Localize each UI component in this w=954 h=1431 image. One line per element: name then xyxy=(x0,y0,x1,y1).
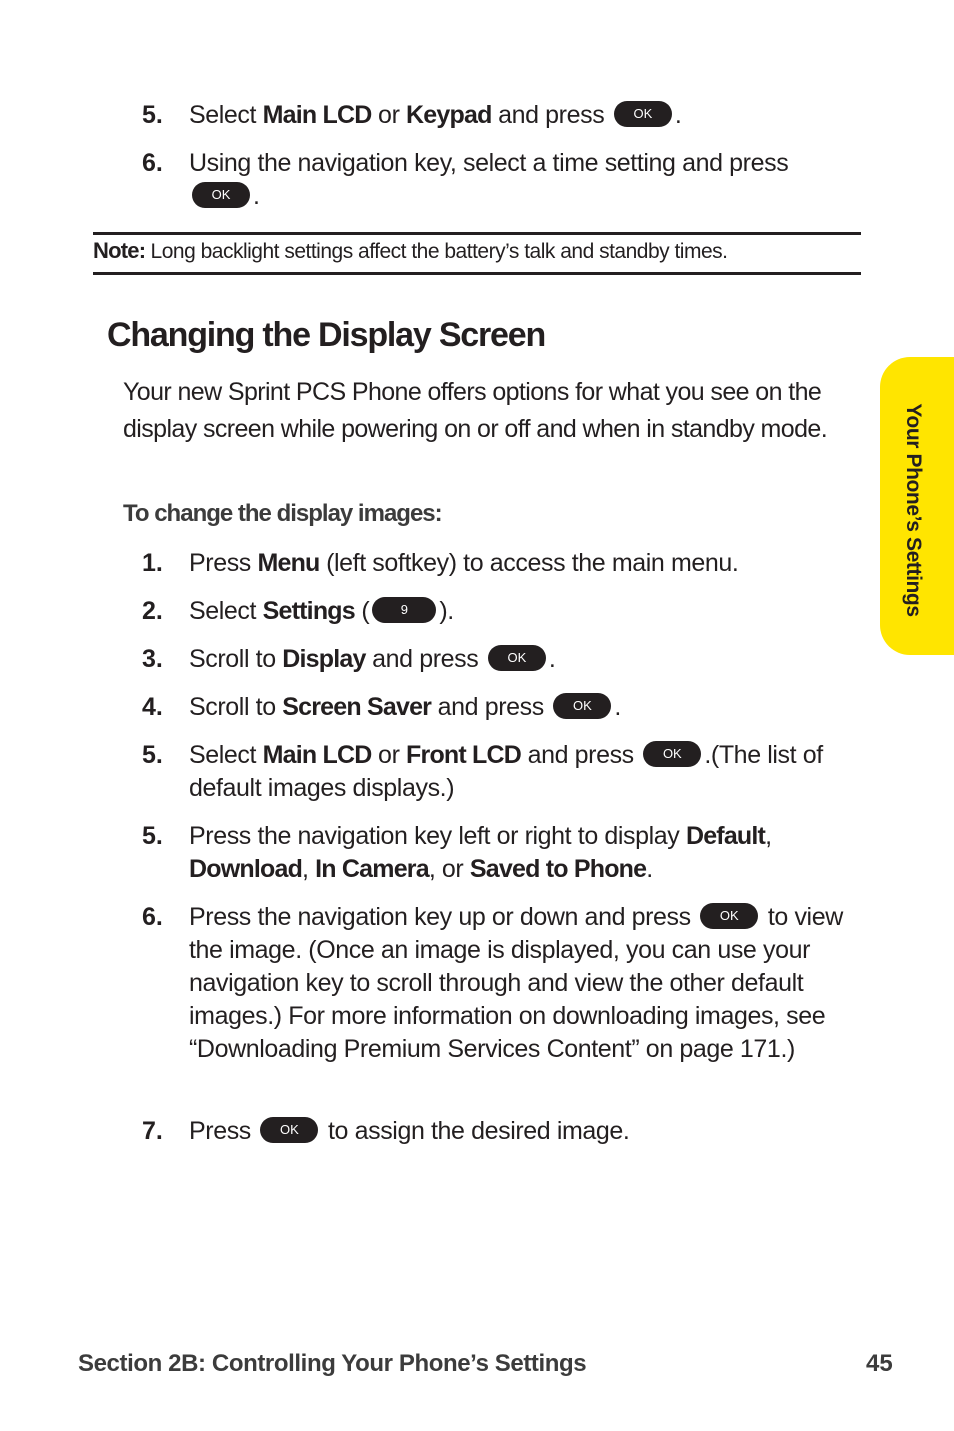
step-text: Select Main LCD or Front LCD and press OK .(The list of default images displays.) xyxy=(189,741,823,802)
note xyxy=(93,236,727,267)
step-number: 6. xyxy=(142,903,163,931)
procedure-subheading: To change the display images: xyxy=(123,500,442,527)
step-number: 5. xyxy=(142,822,163,850)
step-text: Press the navigation key up or down and press OK to view the image. (Once an image is displayed, you can use your navigation key to scroll through and view the other default images.) For more information on downloading images, see “Downloading Premium Services Content” on page 171.) xyxy=(189,903,843,1063)
side-tab-label: Your Phone’s Settings xyxy=(902,403,925,617)
step-text: Press the navigation key left or right to display Default, Download, In Camera, or Saved to Phone. xyxy=(189,822,772,883)
note-text: Long backlight settings affect the battery’s talk and standby times. xyxy=(145,240,728,263)
footer-section-title: Section 2B: Controlling Your Phone’s Settings xyxy=(78,1350,587,1377)
ok-key-icon: OK xyxy=(488,645,546,671)
ok-key-icon: OK xyxy=(700,903,758,929)
step-number: 6. xyxy=(142,149,163,177)
ok-key-icon: OK xyxy=(192,182,250,208)
step-number: 4. xyxy=(142,693,163,721)
page-number: 45 xyxy=(866,1350,893,1377)
step-text: Scroll to Screen Saver and press OK . xyxy=(189,693,621,721)
section-heading: Changing the Display Screen xyxy=(107,316,546,354)
step-text: Scroll to Display and press OK . xyxy=(189,645,556,673)
step-text: Using the navigation key, select a time setting and press OK . xyxy=(189,149,789,210)
intro-paragraph: Your new Sprint PCS Phone offers options for what you see on the display screen while powering on or off and when in standby mode. xyxy=(123,378,828,443)
step-number: 3. xyxy=(142,645,163,673)
step-text: Press Menu (left softkey) to access the main menu. xyxy=(189,549,739,577)
note-top-rule xyxy=(93,232,861,235)
nine-key-icon: 9 xyxy=(372,597,436,623)
step-number: 5. xyxy=(142,741,163,769)
ok-key-icon: OK xyxy=(553,693,611,719)
step-text: Select Main LCD or Keypad and press OK . xyxy=(189,101,682,129)
note-label: Note: xyxy=(93,238,146,263)
step-number: 1. xyxy=(142,549,163,577)
step-number: 7. xyxy=(142,1117,163,1145)
note-bottom-rule xyxy=(93,272,861,275)
ok-key-icon: OK xyxy=(614,101,672,127)
step-text: Select Settings ( 9 ). xyxy=(189,597,454,625)
ok-key-icon: OK xyxy=(260,1117,318,1143)
step-text: Press OK to assign the desired image. xyxy=(189,1117,630,1145)
ok-key-icon: OK xyxy=(643,741,701,767)
step-number: 5. xyxy=(142,101,163,129)
step-number: 2. xyxy=(142,597,163,625)
